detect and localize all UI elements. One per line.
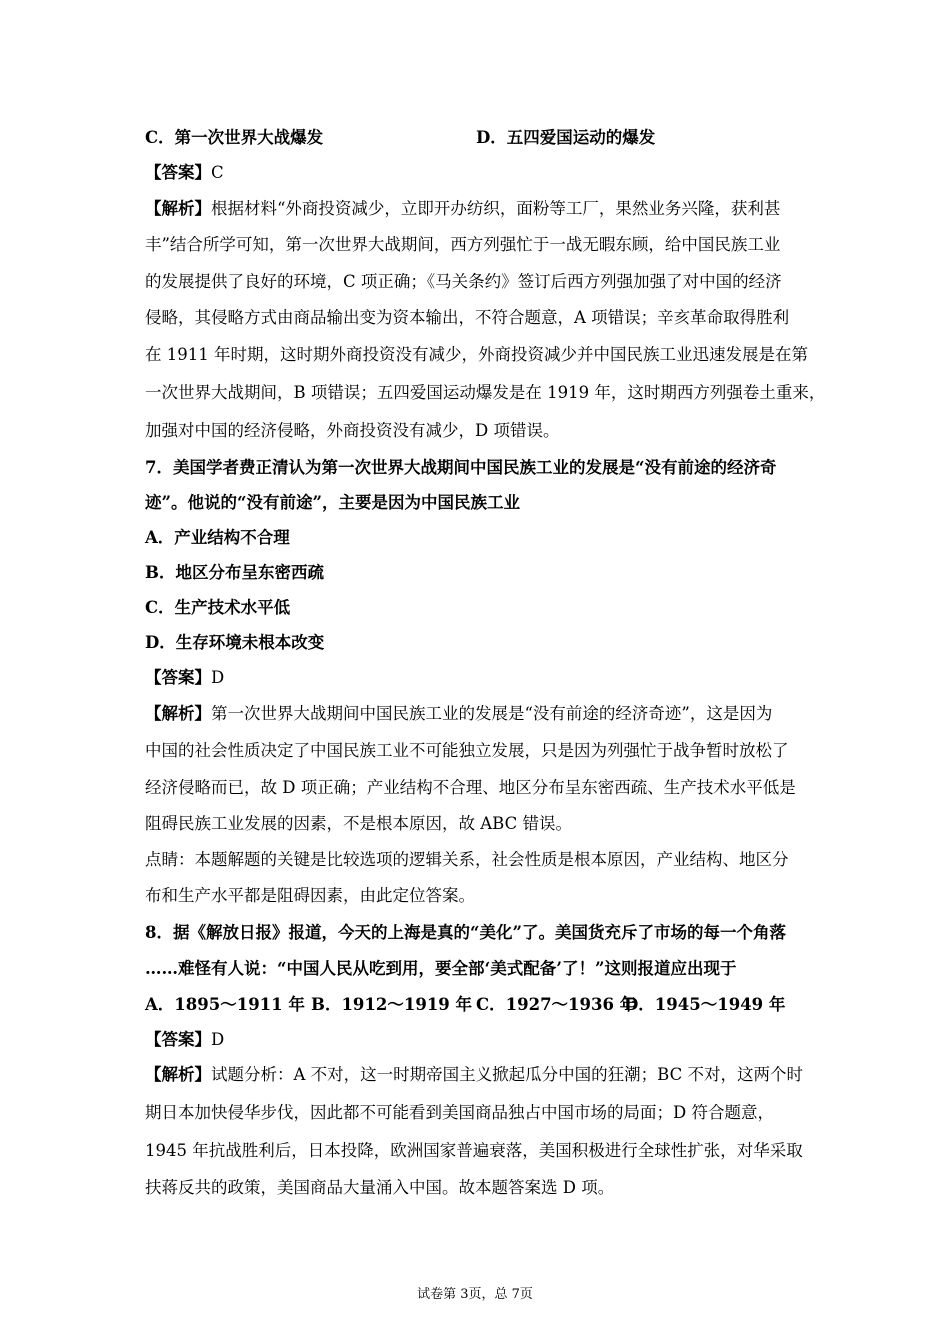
- answer-label: 【答案】: [145, 668, 211, 687]
- analysis-line: 期日本加快侵华步伐，因此都不可能看到美国商品独占中国市场的局面；D 符合题意，: [145, 1103, 774, 1122]
- note-line: 点睛：本题解题的关键是比较选项的逻辑关系，社会性质是根本原因，产业结构、地区分: [145, 850, 789, 869]
- analysis-line: 1945 年抗战胜利后，日本投降，欧洲国家普遍衰落，美国积极进行全球性扩张，对华采取: [145, 1141, 803, 1160]
- option-b: B．1912～1919 年: [311, 995, 473, 1014]
- option-a: A．1895～1911 年: [145, 995, 305, 1014]
- analysis-label: 【解析】: [145, 1065, 211, 1084]
- option-d: D．1945～1949 年: [624, 995, 786, 1014]
- answer-line: [145, 666, 224, 690]
- analysis-line: 丰”结合所学可知，第一次世界大战期间，西方列强忙于一战无暇东顾，给中国民族工业: [145, 235, 781, 254]
- option-d: D．五四爱国运动的爆发: [476, 128, 656, 147]
- answer-label: 【答案】: [145, 163, 211, 182]
- question-stem: 7．美国学者费正清认为第一次世界大战期间中国民族工业的发展是“没有前途的经济奇: [145, 458, 777, 477]
- question-stem: 8．据《解放日报》报道，今天的上海是真的“美化”了。美国货充斥了市场的每一个角落: [145, 923, 786, 942]
- note-line: 布和生产水平都是阻碍因素，由此定位答案。: [145, 886, 475, 905]
- answer-value: C: [211, 163, 224, 182]
- option-c: C．第一次世界大战爆发: [145, 128, 324, 147]
- answer-line: [145, 161, 224, 185]
- analysis-line: 中国的社会性质决定了中国民族工业不可能独立发展，只是因为列强忙于战争暂时放松了: [145, 741, 789, 760]
- answer-value: D: [211, 668, 225, 687]
- option-c: C．1927～1936 年: [476, 995, 637, 1014]
- analysis-line: 经济侵略而已，故 D 项正确；产业结构不合理、地区分布呈东密西疏、生产技术水平低是: [145, 778, 796, 797]
- answer-line: [145, 1028, 224, 1052]
- analysis-line: 侵略，其侵略方式由商品输出变为资本输出，不符合题意，A 项错误；辛亥革命取得胜利: [145, 308, 790, 327]
- analysis-label: 【解析】: [145, 704, 211, 723]
- option-b: B．地区分布呈东密西疏: [145, 563, 324, 582]
- analysis-line: 一次世界大战期间，B 项错误；五四爱国运动爆发是在 1919 年，这时期西方列强卷土重来，: [145, 383, 826, 402]
- question-stem: ……难怪有人说：“中国人民从吃到用，要全部‘美式配备’了！”这则报道应出现于: [145, 959, 737, 978]
- answer-label: 【答案】: [145, 1030, 211, 1049]
- analysis-line: 阻碍民族工业发展的因素，不是根本原因，故 ABC 错误。: [145, 814, 572, 833]
- analysis-line: 扶蒋反共的政策，美国商品大量涌入中国。故本题答案选 D 项。: [145, 1178, 615, 1197]
- option-d: D．生存环境未根本改变: [145, 633, 325, 652]
- answer-value: D: [211, 1030, 225, 1049]
- analysis-line: 在 1911 年时期，这时期外商投资没有减少，外商投资减少并中国民族工业迅速发展是在第: [145, 345, 808, 364]
- question-stem: 迹”。他说的“没有前途”，主要是因为中国民族工业: [145, 493, 520, 512]
- analysis-line: 【解析】第一次世界大战期间中国民族工业的发展是“没有前途的经济奇迹”，这是因为: [145, 704, 773, 723]
- analysis-line: 【解析】试题分析：A 不对，这一时期帝国主义掀起瓜分中国的狂潮；BC 不对，这两个时: [145, 1065, 803, 1084]
- analysis-line: 的发展提供了良好的环境，C 项正确；《马关条约》签订后西方列强加强了对中国的经济: [145, 272, 782, 291]
- analysis-label: 【解析】: [145, 199, 211, 218]
- analysis-line: 【解析】根据材料“外商投资减少，立即开办纺织，面粉等工厂，果然业务兴隆，获利甚: [145, 199, 781, 218]
- option-c: C．生产技术水平低: [145, 598, 291, 617]
- page-footer: 试卷第 3页，总 7页: [417, 1287, 533, 1302]
- option-a: A．产业结构不合理: [145, 528, 290, 547]
- analysis-line: 加强对中国的经济侵略，外商投资没有减少，D 项错误。: [145, 421, 560, 440]
